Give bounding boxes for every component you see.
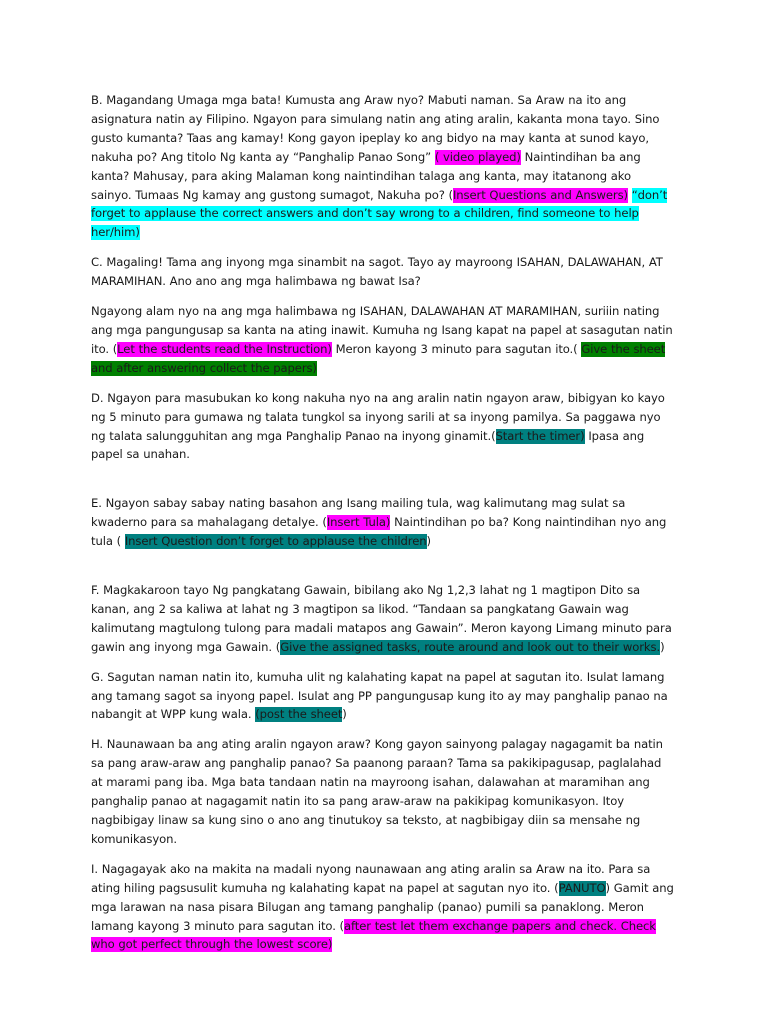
paragraph-i: [91, 860, 674, 955]
paragraph-e: [91, 494, 674, 551]
paragraph-text: Meron kayong 3 minuto para sagutan ito.(: [331, 341, 582, 356]
paragraph-text: E. Ngayon sabay sabay nating basahon ang Isang mailing tula, wag kalimutang mag sulat sa kwaderno para sa mahalagang detalye. (: [91, 496, 626, 530]
paragraph-text: ) Gamit ang mga larawan na nasa pisara Bilugan ang tamang panghalip (panao) pumili sa panaklong. Meron lamang kayong 3 minuto para sagutan ito. (: [91, 880, 674, 933]
highlighted-note: after test let them exchange papers and check. Check who got perfect through the lowest score): [91, 918, 656, 952]
highlighted-note: Insert Tula): [326, 515, 391, 530]
paragraph-text: Ipasa ang papel sa unahan.: [91, 428, 645, 462]
paragraph-text: B. Magandang Umaga mga bata! Kumusta ang Araw nyo? Mabuti naman. Sa Araw na ito ang asignatura natin ay Filipino. Ngayon para simulang natin ang ating aralin, kakanta mona tayo. Sino gusto kumanta? Taas ang kamay! Kong gayon ipeplay ko ang bidyo na may kanta at sunod kayo, nakuha po? Ang titolo Ng kanta ay “Panghalip Panao Song”: [91, 93, 660, 164]
paragraph-c: [91, 253, 674, 291]
paragraph-g: [91, 668, 674, 725]
highlighted-note: PANUTO: [558, 880, 606, 895]
document-body: [91, 91, 674, 954]
paragraph-text: Naintindihan ba ang kanta? Mahusay, para aking Malaman kong naintindihan talaga ang kanta, may itatanong ako sainyo. Tumaas Ng kamay ang gustong sumagot, Nakuha po? (: [91, 149, 641, 202]
paragraph-d: [91, 389, 674, 465]
paragraph-ngayong: [91, 302, 674, 378]
paragraph-text: H. Naunawaan ba ang ating aralin ngayon araw? Kong gayon sainyong palagay nagagamit ba natin sa pang araw-araw ang panghalip panao? Sa paanong paraan? Tama sa pakikipagusap, paglalahad at marami pang iba. Mga bata tandaan natin na mayroong isahan, dalawahan at maramihan ang panghalip panao at nagagamit natin ito sa pang araw-araw na pakikipag komunikasyon. Itoy nagbibigay linaw sa kung sino o ano ang tinutukoy sa teksto, at nagbibigay diin sa mensahe ng komunikasyon.: [91, 737, 663, 846]
paragraph-text: I. Nagagayak ako na makita na madali nyong naunawaan ang ating aralin sa Araw na ito. Para sa ating hiling pagsusulit kumuha ng kalahating kapat na papel at sagutan nyo ito. (: [91, 861, 651, 895]
paragraph-b: [91, 91, 674, 242]
paragraph-f: [91, 581, 674, 657]
highlighted-note: ( video played): [434, 149, 521, 164]
highlighted-note: Insert Question don’t forget to applause the children: [124, 534, 427, 549]
paragraph-text: F. Magkakaroon tayo Ng pangkatang Gawain, bibilang ako Ng 1,2,3 lahat ng 1 magtipon Dito sa kanan, ang 2 sa kaliwa at lahat ng 3 magtipon sa likod. “Tandaan sa pangkatang Gawain wag kalimutang magtulong tulong para madali matapos ang Gawain”. Meron kayong Limang minuto para gawin ang inyong mga Gawain. (: [91, 583, 672, 654]
paragraph-h: [91, 735, 674, 848]
paragraph-text: Ngayong alam nyo na ang mga halimbawa ng ISAHAN, DALAWAHAN AT MARAMIHAN, suriiin nating ang mga pangungusap sa kanta na ating inawit. Kumuha ng Isang kapat na papel at sasagutan natin ito. (: [91, 304, 673, 356]
paragraph-text: ): [426, 534, 431, 549]
highlighted-note: (post the sheet: [255, 707, 343, 722]
paragraph-text: ): [660, 639, 665, 654]
highlighted-note: Give the sheet and after answering collect the papers): [91, 341, 666, 375]
paragraph-text: D. Ngayon para masubukan ko kong nakuha nyo na ang aralin natin ngayon araw, bibigyan ko kayo ng 5 minuto para gumawa ng talata tungkol sa inyong sarili at sa inyong pamilya. Sa paggawa nyo ng talata salungguhitan ang mga Panghalip Panao na inyong ginamit.(: [91, 390, 665, 443]
highlighted-note: Start the timer): [495, 428, 585, 443]
highlighted-note: Insert Questions and Answers): [452, 187, 628, 202]
paragraph-text: C. Magaling! Tama ang inyong mga sinambit na sagot. Tayo ay mayroong ISAHAN, DALAWAHAN, AT MARAMIHAN. Ano ano ang mga halimbawa ng bawat Isa?: [91, 255, 663, 289]
highlighted-note: Give the assigned tasks, route around and look out to their works.: [280, 639, 661, 654]
paragraph-text: ): [342, 707, 347, 722]
highlighted-note: Let the students read the Instruction): [117, 341, 332, 356]
paragraph-text: Naintindihan po ba? Kong naintindihan nyo ang tula (: [91, 515, 667, 549]
highlighted-note: “don’t forget to applause the correct answers and don’t say wrong to a children, find someone to help her/him): [91, 187, 668, 240]
paragraph-text: G. Sagutan naman natin ito, kumuha ulit ng kalahating kapat na papel at sagutan ito. Isulat lamang ang tamang sagot sa inyong papel. Isulat ang PP pangungusap kung ito ay may panghalip panao na nabangit at WPP kung wala.: [91, 669, 668, 722]
